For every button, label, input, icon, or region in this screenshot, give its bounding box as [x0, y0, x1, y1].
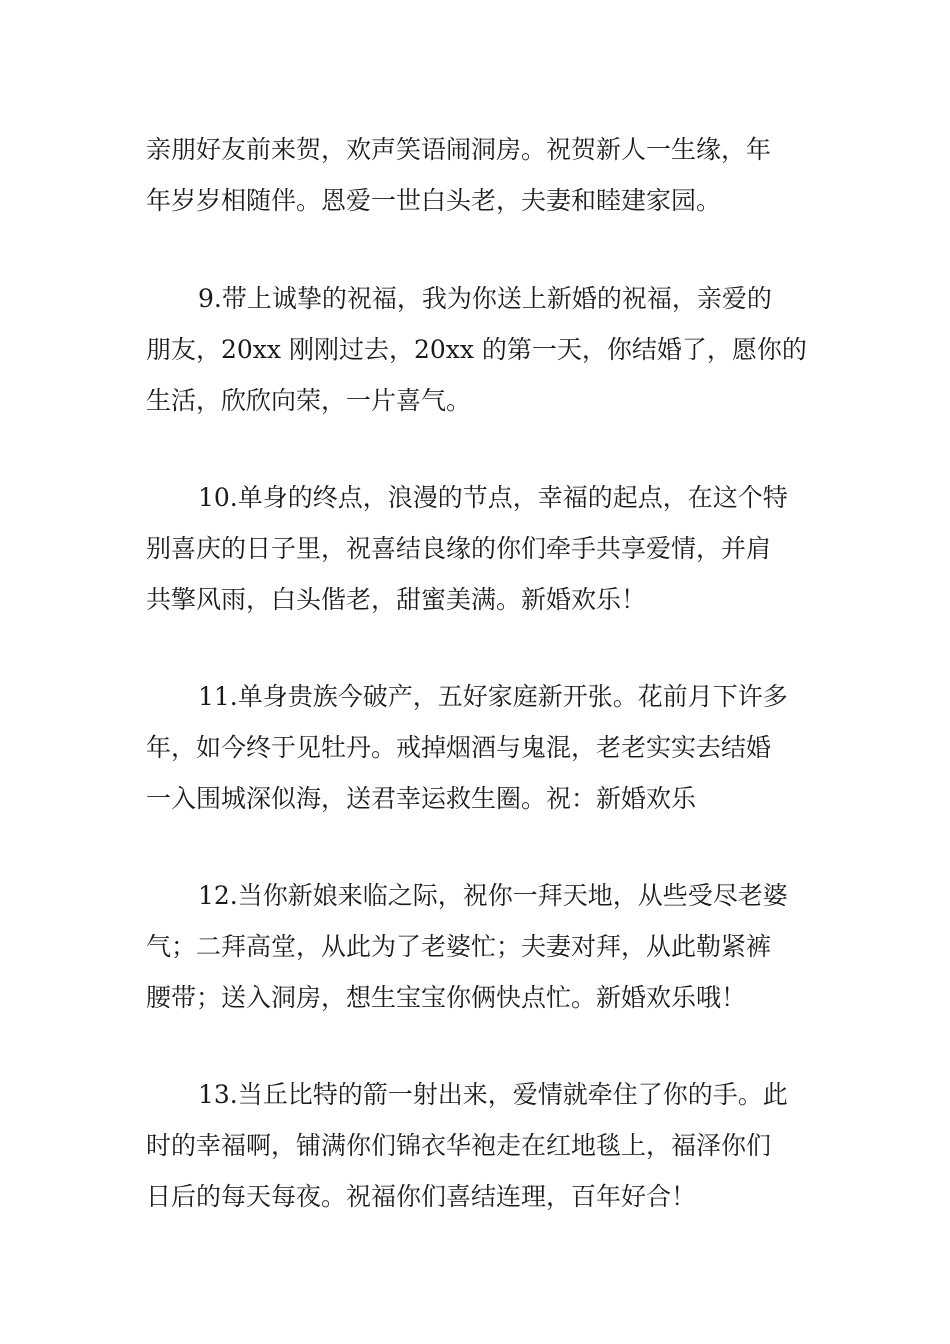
- paragraph-line: 亲朋好友前来贺，欢声笑语闹洞房。祝贺新人一生缘，年: [146, 135, 772, 164]
- paragraph-line: 日后的每天每夜。祝福你们喜结连理，百年好合！: [146, 1182, 697, 1211]
- paragraph-line: 一入围城深似海，送君幸运救生圈。祝：新婚欢乐: [146, 784, 697, 813]
- paragraph-line: 13.当丘比特的箭一射出来，爱情就牵住了你的手。此: [198, 1080, 788, 1109]
- paragraph-line: 别喜庆的日子里，祝喜结良缘的你们牵手共享爱情，并肩: [146, 534, 772, 563]
- paragraph-line: 生活，欣欣向荣，一片喜气。: [146, 386, 472, 415]
- paragraph-line: 共擎风雨，白头偕老，甜蜜美满。新婚欢乐！: [146, 585, 647, 614]
- paragraph-line: 年，如今终于见牡丹。戒掉烟酒与鬼混，老老实实去结婚: [146, 733, 772, 762]
- paragraph-line: 9.带上诚挚的祝福，我为你送上新婚的祝福，亲爱的: [198, 284, 772, 313]
- paragraph-line: 10.单身的终点，浪漫的节点，幸福的起点，在这个特: [198, 483, 788, 512]
- paragraph-line: 时的幸福啊，铺满你们锦衣华袍走在红地毯上，福泽你们: [146, 1131, 772, 1160]
- paragraph-line: 朋友，20xx 刚刚过去，20xx 的第一天，你结婚了，愿你的: [146, 335, 807, 364]
- paragraph-line: 11.单身贵族今破产，五好家庭新开张。花前月下许多: [198, 682, 788, 711]
- paragraph-line: 年岁岁相随伴。恩爱一世白头老，夫妻和睦建家园。: [146, 186, 722, 215]
- paragraph-line: 12.当你新娘来临之际，祝你一拜天地，从些受尽老婆: [198, 881, 788, 910]
- paragraph-line: 腰带；送入洞房，想生宝宝你俩快点忙。新婚欢乐哦！: [146, 983, 747, 1012]
- paragraph-line: 气；二拜高堂，从此为了老婆忙；夫妻对拜，从此勒紧裤: [146, 932, 772, 961]
